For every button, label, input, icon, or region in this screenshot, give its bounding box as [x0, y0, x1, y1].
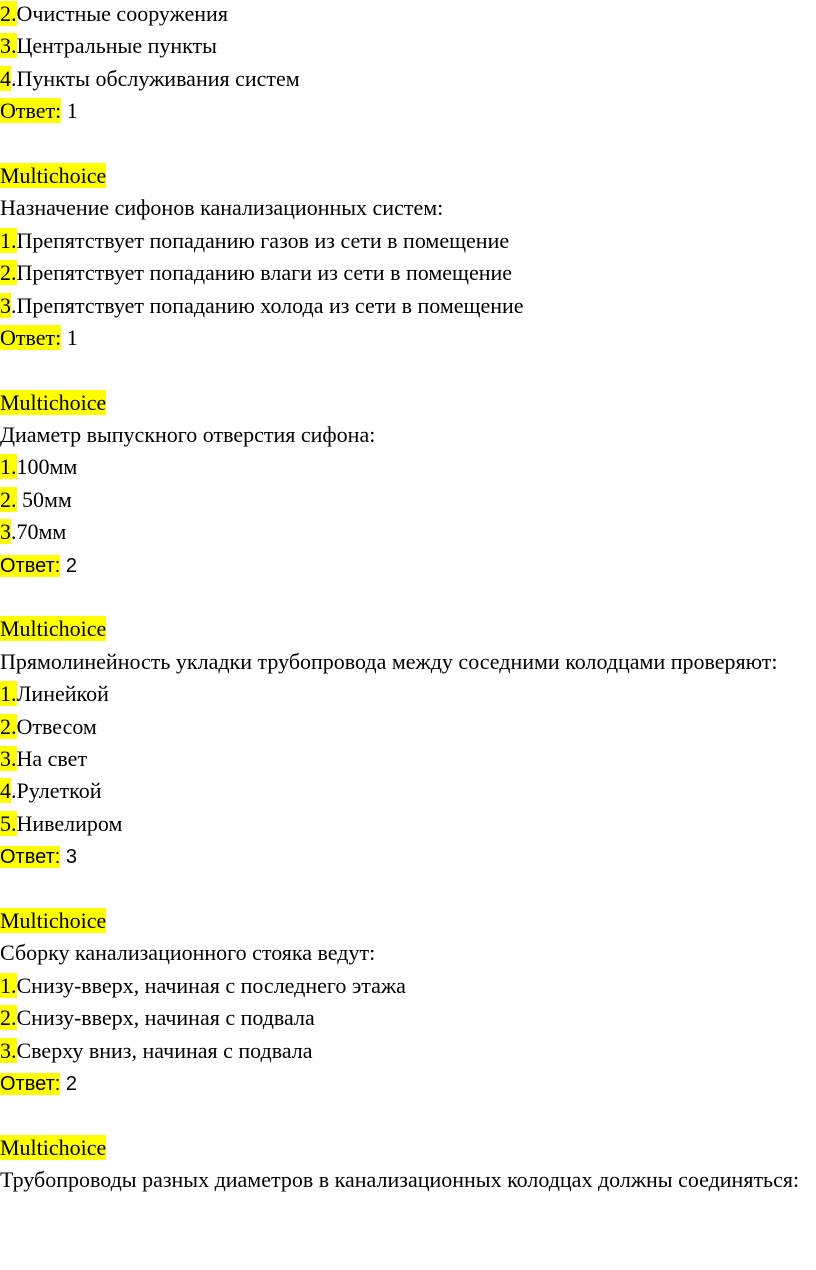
option-text: .Пункты обслуживания систем	[11, 65, 300, 91]
option-number: 4	[0, 778, 11, 804]
option-line	[0, 0, 816, 30]
option-text: 50мм	[16, 486, 72, 512]
option-text: Снизу-вверх, начиная с подвала	[16, 1005, 315, 1031]
option-number: 2.	[0, 260, 17, 286]
option-text: Центральные пункты	[16, 33, 217, 59]
option-text: Препятствует попаданию влаги из сети в помещение	[16, 260, 513, 286]
question-text: Диаметр выпускного отверстия сифона:	[0, 422, 376, 448]
option-number: 4	[0, 65, 11, 91]
answer-label: Ответ:	[0, 846, 61, 869]
option-number: 1.	[0, 454, 17, 480]
option-number: 3.	[0, 746, 17, 771]
option-number: 1.	[0, 681, 17, 707]
option-text: Нивелиром	[16, 810, 123, 836]
option-line	[0, 1002, 816, 1034]
option-text: 100мм	[16, 454, 78, 480]
option-text: Препятствует попаданию газов из сети в помещение	[16, 227, 510, 253]
option-number: 3	[0, 519, 11, 545]
answer-value: 1	[61, 98, 78, 124]
question-type: Multichoice	[0, 1134, 107, 1160]
option-line	[0, 484, 816, 516]
option-number: 2.	[0, 486, 17, 512]
answer-value: 2	[60, 1072, 77, 1095]
option-text: Сверху вниз, начиная с подвала	[16, 1037, 313, 1063]
answer-label: Ответ:	[0, 554, 61, 577]
question-text: Трубопроводы разных диаметров в канализационных колодцах должны соединяться:	[0, 1167, 800, 1193]
option-line	[0, 257, 816, 289]
question-type: Multichoice	[0, 389, 107, 415]
option-number: 2.	[0, 1, 17, 26]
option-number: 5.	[0, 810, 17, 836]
option-number: 3.	[0, 1037, 17, 1063]
question-type: Multichoice	[0, 162, 107, 188]
answer-line	[0, 322, 816, 354]
option-line	[0, 775, 816, 807]
option-line	[0, 808, 816, 840]
answer-line	[0, 840, 816, 872]
answer-line	[0, 1067, 816, 1099]
option-number: 1.	[0, 972, 17, 998]
option-line	[0, 711, 816, 743]
option-line	[0, 30, 816, 62]
option-line	[0, 63, 816, 95]
option-text: На свет	[16, 746, 88, 771]
question-text: Прямолинейность укладки трубопровода между соседними колодцами проверяют:	[0, 648, 778, 674]
option-number: 2.	[0, 1005, 17, 1031]
option-line	[0, 743, 816, 775]
option-number: 2.	[0, 713, 17, 739]
answer-label: Ответ:	[0, 324, 62, 350]
answer-label: Ответ:	[0, 1072, 61, 1095]
option-number: 1.	[0, 227, 17, 253]
option-text: .70мм	[11, 519, 67, 545]
option-text: Очистные сооружения	[16, 1, 228, 26]
answer-value: 2	[60, 554, 77, 577]
option-number: 3.	[0, 33, 17, 59]
option-text: Отвесом	[16, 713, 97, 739]
option-text: .Рулеткой	[11, 778, 102, 804]
option-line	[0, 516, 816, 548]
question-type: Multichoice	[0, 616, 107, 642]
option-number: 3	[0, 292, 11, 318]
answer-value: 1	[61, 324, 78, 350]
answer-line	[0, 95, 816, 127]
option-line	[0, 970, 816, 1002]
answer-value: 3	[60, 846, 77, 869]
option-line	[0, 451, 816, 483]
question-type: Multichoice	[0, 907, 107, 933]
question-text: Назначение сифонов канализационных систем:	[0, 195, 444, 221]
option-line	[0, 290, 816, 322]
option-line	[0, 678, 816, 710]
option-text: .Препятствует попаданию холода из сети в помещение	[11, 292, 524, 318]
question-text: Сборку канализационного стояка ведут:	[0, 940, 376, 966]
option-line	[0, 225, 816, 257]
answer-line	[0, 549, 816, 581]
option-text: Линейкой	[16, 681, 109, 707]
option-text: Снизу-вверх, начиная с последнего этажа	[16, 972, 406, 998]
answer-label: Ответ:	[0, 98, 62, 124]
option-line	[0, 1035, 816, 1067]
